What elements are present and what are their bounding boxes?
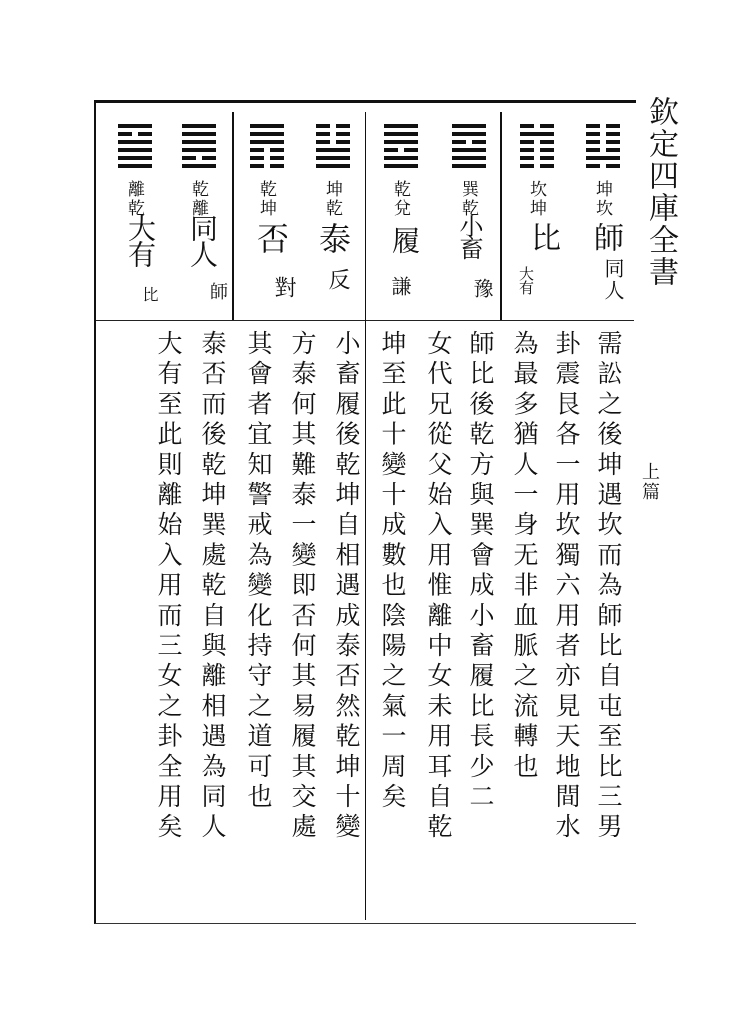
- hexagram-note: 比: [140, 286, 159, 304]
- trigram-label: 乾坤: [256, 180, 276, 218]
- trigram-label: 坤乾: [322, 180, 342, 218]
- trigram-label: 坤坎: [592, 180, 612, 218]
- body-column: 卦震艮各一用坎獨六用者亦見天地間水: [552, 330, 581, 844]
- hexagram-tongren-icon: [182, 124, 216, 172]
- hexagram-name: 小畜: [455, 214, 483, 258]
- hexagram-name: 同人: [186, 214, 219, 266]
- body-column: 為最多猶人一身无非血脈之流轉也: [510, 330, 539, 783]
- hexagram-note: 對: [271, 276, 296, 300]
- body-column: 需訟之後坤遇坎而為師比自屯至比三男: [594, 330, 623, 844]
- hexagram-note: 師: [207, 282, 228, 302]
- hexagram-note: 豫: [470, 278, 494, 300]
- hexagram-lu-icon: [384, 124, 418, 172]
- body-column: 師比後乾方與巽會成小畜履比長少二: [466, 330, 495, 814]
- hexagram-note: 同人: [601, 258, 625, 302]
- hexagram-xiaoxu-icon: [452, 124, 486, 172]
- body-column: 小畜履後乾坤自相遇成泰否然乾坤十變: [332, 330, 361, 844]
- hexagram-note: 謙: [388, 276, 412, 298]
- body-column: 大有至此則離始入用而三女之卦全用矣: [154, 330, 183, 844]
- hexagram-dayou-icon: [118, 124, 152, 172]
- trigram-label: 乾離: [188, 180, 208, 218]
- body-column: 方泰何其難泰一變即否何其易履其交處: [288, 330, 317, 844]
- hexagram-name: 比: [525, 222, 560, 250]
- body-column: 女代兄從父始入用惟離中女未用耳自乾: [424, 330, 453, 844]
- book-title: 欽定四庫全書: [643, 96, 678, 288]
- hexagram-tai-icon: [316, 124, 350, 172]
- group-divider: [500, 112, 502, 320]
- trigram-label: 巽乾: [458, 180, 478, 218]
- hexagram-name: 師: [588, 222, 623, 250]
- body-column: 其會者宜知警戒為變化持守之道可也: [244, 330, 273, 814]
- margin-strip: [636, 82, 678, 442]
- section-label: 上篇: [639, 462, 660, 502]
- hexagram-shi-icon: [586, 124, 620, 172]
- trigram-label: 坎坤: [526, 180, 546, 218]
- hexagram-note: 反: [325, 268, 350, 292]
- hexagram-name: 大有: [124, 214, 157, 266]
- group-divider: [232, 112, 234, 320]
- body-column: 泰否而後乾坤巽處乾自與離相遇為同人: [198, 330, 227, 844]
- group-divider: [365, 112, 366, 920]
- hexagram-name: 履: [388, 226, 421, 252]
- hexagram-pi-icon: [250, 124, 284, 172]
- hexagram-name: 泰: [314, 222, 352, 252]
- trigram-label: 離乾: [124, 180, 144, 218]
- trigram-label: 乾兌: [390, 180, 410, 218]
- body-column: 坤至此十變十成數也陰陽之氣一周矣: [378, 330, 407, 814]
- hexagram-bi-icon: [520, 124, 554, 172]
- hexagram-note: 大有: [517, 266, 535, 294]
- hexagram-name: 否: [252, 222, 290, 252]
